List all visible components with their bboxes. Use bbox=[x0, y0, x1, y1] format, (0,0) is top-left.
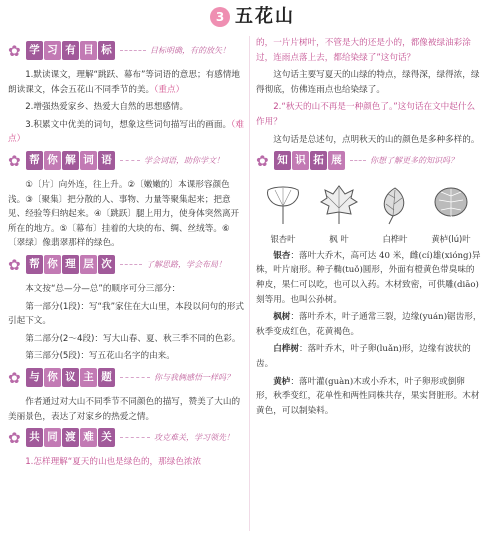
answer-1: 这句话主要写夏天的山绿的特点，绿得深，绿得浓，绿得彻底，仿佛连雨点也给染绿了。 bbox=[256, 70, 480, 95]
section-header-structure bbox=[8, 254, 246, 276]
structure-p3: 第二部分(2～4段)：写大山春、夏、秋三季不同的色彩。 bbox=[25, 333, 241, 344]
goal-text: 1.默读课文，理解“跳跃、幕布”等词语的意思；有感情地朗读课文，体会五花山不同季节的美。 bbox=[8, 70, 240, 95]
tile-char: 习 bbox=[44, 41, 61, 60]
tile-char: 理 bbox=[62, 255, 79, 274]
tile-char: 知 bbox=[274, 151, 291, 170]
entry-name: 白桦树 bbox=[273, 344, 299, 355]
section-tiles bbox=[26, 255, 116, 275]
goal-text: 3.积累文中优美的词句，想象这些词句描写出的画面。 bbox=[25, 119, 232, 130]
maple-leaf-icon bbox=[319, 184, 359, 226]
flower-icon: ✿ bbox=[256, 152, 269, 171]
section-slogan: 攻克难关，学习领先！ bbox=[154, 433, 234, 443]
answer-2: 这句话是总述句，点明秋天的山的颜色是多种多样的。 bbox=[273, 134, 480, 145]
entry-text: ：落叶大乔木，高可达 40 米，雌(cí)雄(xióng)异株，叶片扇形。种子椭(tuǒ)圆形，外面有橙黄色带臭味的种皮，果仁可以吃，也可以入药。木材致密，可供雕(diāo)刻等用。也叫公孙树。 bbox=[256, 250, 481, 305]
leaf-label: 银杏叶 bbox=[270, 234, 296, 245]
section-header-vocab bbox=[8, 150, 246, 172]
tile-char: 拓 bbox=[310, 151, 327, 170]
tile-char: 标 bbox=[98, 41, 115, 60]
entry-text: ：落叶乔木，叶子卵(luǎn)形，边缘有波状的齿。 bbox=[256, 344, 471, 369]
flower-icon: ✿ bbox=[8, 255, 21, 274]
lesson-header bbox=[0, 2, 489, 28]
section-tiles bbox=[274, 151, 346, 171]
entry-text: ：落叶乔木，叶子通常三裂，边缘(yuán)锯齿形，秋季变成红色，花黄褐色。 bbox=[256, 312, 482, 337]
tile-char: 与 bbox=[26, 368, 43, 387]
section-slogan: 了解思路，学会布局！ bbox=[146, 259, 226, 269]
entry-birch bbox=[256, 342, 482, 371]
question-1-start: 1.怎样理解“夏天的山也是绿色的，那绿色浓浓 bbox=[25, 457, 202, 468]
birch-leaf-icon bbox=[375, 184, 415, 226]
right-column bbox=[256, 36, 482, 421]
tile-char: 议 bbox=[62, 368, 79, 387]
tile-char: 关 bbox=[98, 428, 115, 447]
tile-char: 同 bbox=[44, 428, 61, 447]
tile-char: 词 bbox=[80, 151, 97, 170]
flower-icon: ✿ bbox=[8, 368, 21, 387]
tile-char: 帮 bbox=[26, 255, 43, 274]
smoketree-leaf-icon bbox=[429, 184, 473, 226]
question-1-continued: 的，一片片树叶，不管是大的还是小的，都像被绿油彩涂过，连雨点落上去，都给染绿了”这句话？ bbox=[256, 38, 471, 63]
tile-char: 帮 bbox=[26, 151, 43, 170]
tile-char: 难 bbox=[80, 428, 97, 447]
section-slogan: 目标明确，有的放矢！ bbox=[150, 46, 230, 55]
dash-divider bbox=[120, 160, 140, 161]
tile-char: 主 bbox=[80, 368, 97, 387]
tile-char: 渡 bbox=[62, 428, 79, 447]
ginkgo-leaf bbox=[260, 184, 306, 247]
section-header-goals bbox=[8, 40, 246, 62]
section-tiles bbox=[26, 428, 116, 448]
entry-name: 黄栌 bbox=[273, 376, 291, 387]
goal-tag: （重点） bbox=[154, 84, 185, 95]
goal-item-2: 2.增强热爱家乡、热爱大自然的思想感情。 bbox=[25, 102, 189, 113]
dash-divider bbox=[350, 160, 366, 161]
tile-char: 层 bbox=[80, 255, 97, 274]
structure-p1: 本文按“总—分—总”的顺序可分三部分： bbox=[25, 283, 181, 294]
tile-char: 次 bbox=[98, 255, 115, 274]
section-tiles bbox=[26, 41, 116, 61]
leaf-label: 白桦叶 bbox=[382, 234, 408, 245]
dash-divider bbox=[120, 264, 142, 265]
leaf-label: 枫 叶 bbox=[329, 234, 349, 245]
leaf-illustrations bbox=[260, 184, 474, 247]
entry-name: 枫树 bbox=[273, 312, 291, 323]
tile-char: 共 bbox=[26, 428, 43, 447]
structure-p2: 第一部分(1段)：写“我”家住在大山里，本段以问句的形式引起下文。 bbox=[8, 301, 244, 327]
tile-char: 有 bbox=[62, 41, 79, 60]
dash-divider bbox=[120, 437, 150, 438]
section-slogan: 你想了解更多的知识吗？ bbox=[370, 156, 458, 166]
smoketree-leaf bbox=[428, 184, 474, 247]
tile-char: 你 bbox=[44, 151, 61, 170]
tile-char: 解 bbox=[62, 151, 79, 170]
entry-name: 银杏 bbox=[273, 250, 291, 261]
dash-divider bbox=[120, 50, 146, 51]
birch-leaf bbox=[372, 184, 418, 247]
tile-char: 展 bbox=[328, 151, 345, 170]
tile-char: 识 bbox=[292, 151, 309, 170]
goal-item-1 bbox=[8, 68, 246, 97]
tile-char: 目 bbox=[80, 41, 97, 60]
section-header-theme bbox=[8, 367, 246, 389]
tile-char: 语 bbox=[98, 151, 115, 170]
goal-item-3 bbox=[8, 118, 246, 147]
vocab-text: ①〔片〕向外连，往上升。②〔嫩嫩的〕本课形容颜色浅。③〔聚集〕把分散的人、事物、力量等聚集起来；把意见、经验等归纳起来。④〔跳跃〕腿上用力，使身体突然离开所在的地方。⑤〔幕布〕挂着的大块的布、绸、丝绒等。⑥〔翠绿〕像翡翠那样的绿色。 bbox=[8, 179, 240, 249]
lesson-title: 五花山 bbox=[235, 6, 295, 27]
goal-tag: （难点） bbox=[8, 119, 244, 145]
lesson-number-badge: 3 bbox=[210, 7, 230, 27]
left-column bbox=[8, 38, 246, 473]
section-slogan: 学会词语，助你学文！ bbox=[144, 155, 224, 165]
section-header-overcome bbox=[8, 427, 246, 449]
flower-icon: ✿ bbox=[8, 42, 21, 60]
structure-p4: 第三部分(5段)：写五花山名字的由来。 bbox=[25, 351, 175, 362]
tile-char: 你 bbox=[44, 255, 61, 274]
tile-char: 学 bbox=[26, 41, 43, 60]
section-header-extension bbox=[256, 150, 482, 172]
flower-icon: ✿ bbox=[8, 429, 21, 448]
question-2: 2.“秋天的山不再是一种颜色了。”这句话在文中起什么作用？ bbox=[256, 102, 476, 127]
entry-ginkgo bbox=[256, 249, 482, 307]
section-tiles bbox=[26, 151, 116, 171]
entry-text: ：落叶灌(guàn)木或小乔木，叶子卵形或倒卵形，秋季变红，花单性和两性同株共存，果实肾脏形。木材黄色，可以制染料。 bbox=[256, 376, 480, 416]
theme-text: 作者通过对大山不同季节不同颜色的描写，赞美了大山的美丽景色，表达了对家乡的热爱之情。 bbox=[8, 396, 241, 422]
tile-char: 题 bbox=[98, 368, 115, 387]
entry-smoketree bbox=[256, 375, 482, 419]
column-divider bbox=[249, 36, 250, 531]
leaf-label: 黄栌(lú)叶 bbox=[431, 234, 471, 245]
dash-divider bbox=[120, 377, 150, 378]
tile-char: 你 bbox=[44, 368, 61, 387]
flower-icon: ✿ bbox=[8, 151, 21, 170]
section-tiles bbox=[26, 368, 116, 388]
maple-leaf bbox=[316, 184, 362, 247]
ginkgo-leaf-icon bbox=[263, 184, 303, 226]
section-slogan: 你与我俩感悟一样吗？ bbox=[154, 372, 234, 382]
entry-maple bbox=[256, 310, 482, 339]
